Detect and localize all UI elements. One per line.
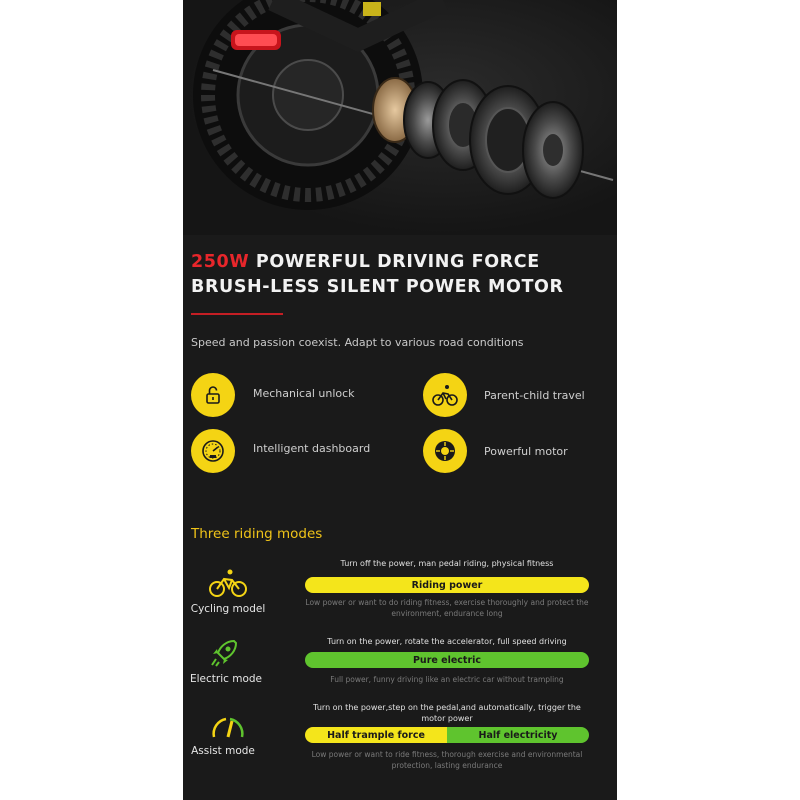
product-panel bbox=[183, 0, 617, 800]
feature-label: Parent-child travel bbox=[484, 389, 585, 402]
bar-segment: Riding power bbox=[305, 577, 589, 593]
headline bbox=[191, 250, 611, 300]
bar-segment: Half trample force bbox=[305, 727, 447, 743]
headline-text: POWERFUL DRIVING FORCE BRUSH-LESS SILENT POWER MOTOR bbox=[191, 252, 564, 297]
motor-icon bbox=[423, 429, 467, 473]
motor-hero-image bbox=[183, 0, 617, 235]
rocket-icon bbox=[203, 635, 245, 671]
bar-segment: Half electricity bbox=[447, 727, 589, 743]
bicycle-icon bbox=[207, 565, 249, 601]
mode-subtext: Full power, funny driving like an electric car without trampling bbox=[330, 675, 564, 684]
gauge-icon bbox=[207, 708, 249, 744]
lock-icon bbox=[191, 373, 235, 417]
mode-label: Electric mode bbox=[189, 673, 263, 685]
bar-segment: Pure electric bbox=[305, 652, 589, 668]
mode-bar bbox=[305, 577, 589, 593]
feature-label: Mechanical unlock bbox=[253, 387, 355, 400]
mode-subtext: Low power or want to do riding fitness, exercise thoroughly and protect the environment, endurance long bbox=[305, 598, 589, 618]
modes-title: Three riding modes bbox=[191, 526, 323, 542]
mode-description: Turn off the power, man pedal riding, physical fitness bbox=[340, 559, 554, 568]
mode-description: Turn on the power, rotate the accelerator, full speed driving bbox=[327, 637, 567, 646]
mode-bar bbox=[305, 727, 589, 743]
feature-label: Intelligent dashboard bbox=[253, 442, 371, 455]
mode-description: Turn on the power,step on the pedal,and automatically, trigger the motor power bbox=[313, 703, 581, 723]
headline-accent: 250W bbox=[191, 252, 250, 272]
cyclist-icon bbox=[423, 373, 467, 417]
feature-label: Powerful motor bbox=[484, 445, 568, 458]
tagline: Speed and passion coexist. Adapt to various road conditions bbox=[191, 336, 524, 349]
mode-bar bbox=[305, 652, 589, 668]
dashboard-icon bbox=[191, 429, 235, 473]
red-divider bbox=[191, 313, 283, 315]
mode-label: Assist mode bbox=[191, 745, 255, 757]
mode-subtext: Low power or want to ride fitness, thorough exercise and environmental protection, lasting endurance bbox=[311, 750, 583, 770]
mode-label: Cycling model bbox=[190, 603, 266, 615]
